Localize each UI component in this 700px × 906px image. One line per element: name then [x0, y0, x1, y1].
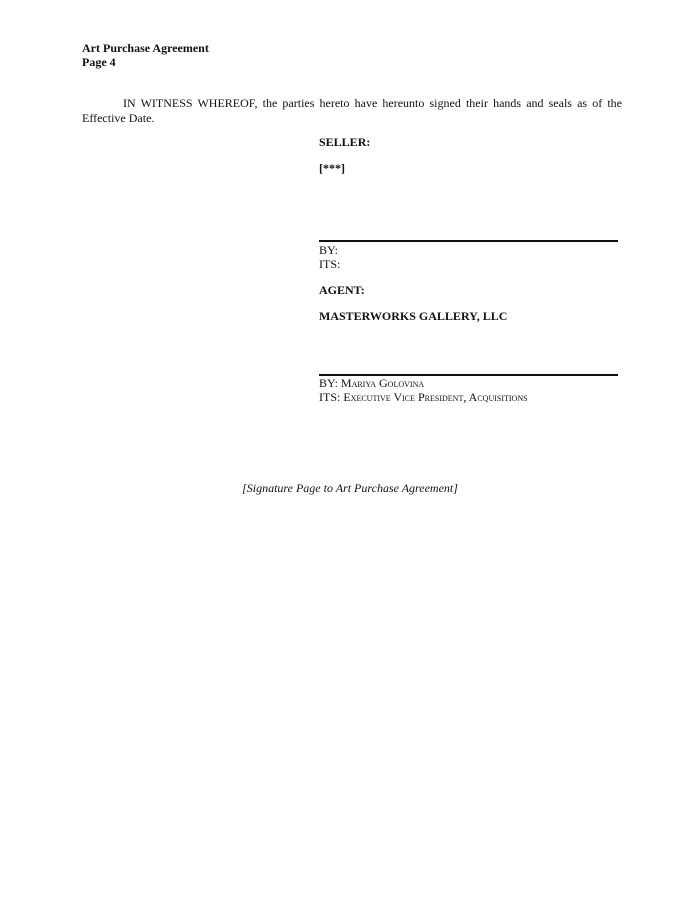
agent-name: MASTERWORKS GALLERY, LLC [319, 309, 508, 323]
seller-name: [***] [319, 161, 345, 175]
agent-heading: AGENT: [319, 283, 365, 297]
agent-its-line: ITS: Executive Vice President, Acquisitions [319, 390, 528, 404]
seller-by-line: BY: [319, 243, 338, 257]
document-title: Art Purchase Agreement [82, 41, 209, 55]
agent-by-line: BY: Mariya Golovina [319, 376, 425, 390]
seller-its-line: ITS: [319, 257, 341, 271]
signature-page-footer: [Signature Page to Art Purchase Agreement] [242, 481, 458, 495]
witness-clause: IN WITNESS WHEREOF, the parties hereto have hereunto signed their hands and seals as of the Effective Date. [82, 96, 622, 125]
page-header [82, 41, 209, 69]
seller-signature-line [319, 240, 618, 242]
seller-heading: SELLER: [319, 135, 371, 149]
page-number: Page 4 [82, 55, 116, 69]
